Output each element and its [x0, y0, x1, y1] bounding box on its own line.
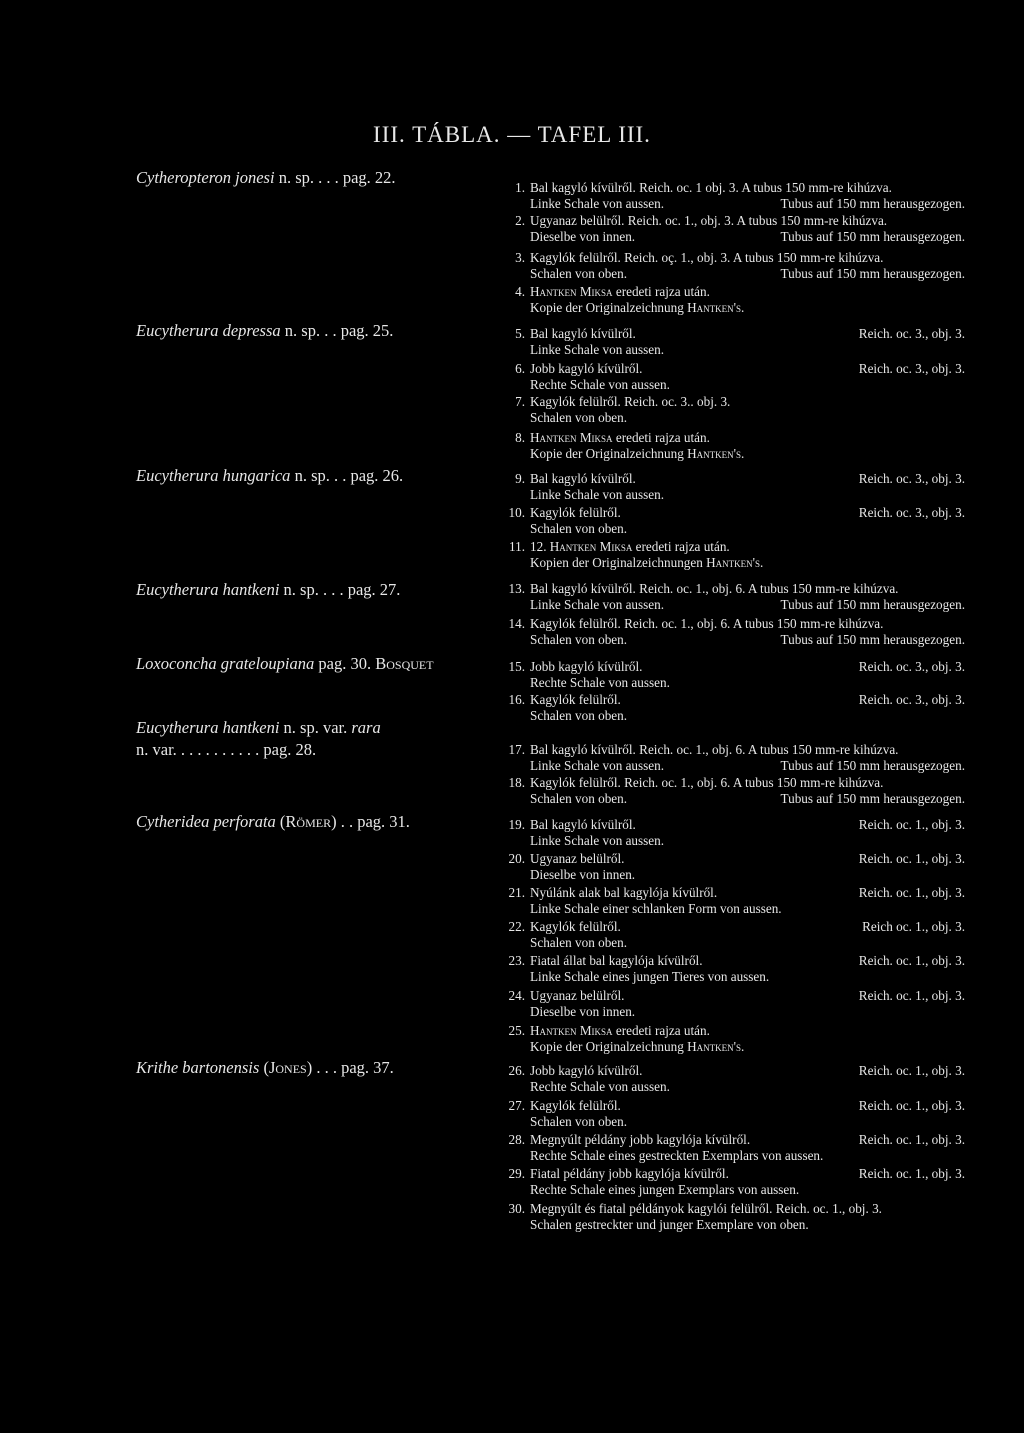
- entry-text: [530, 1132, 859, 1148]
- species-author: Jones: [268, 1058, 307, 1077]
- german-description: Schalen von oben.: [530, 790, 628, 806]
- figure-number: 1.: [515, 180, 525, 195]
- species-name: Eucytherura depressa: [136, 321, 281, 340]
- german-text: [530, 901, 965, 917]
- entry-description: Bal kagyló kívülről.: [530, 817, 636, 832]
- entry-text: [530, 213, 965, 229]
- german-text: [530, 410, 965, 426]
- species-heading: [136, 812, 410, 832]
- german-description: Schalen von oben.: [530, 409, 628, 425]
- entry-text: [530, 988, 859, 1004]
- german-description: Kopie der Originalzeichnung: [530, 299, 688, 315]
- author-name: Hantken's.: [687, 445, 745, 461]
- german-text: [530, 229, 781, 245]
- entry-text: [530, 742, 965, 758]
- figure-number: 22.: [508, 919, 525, 934]
- species-heading: [136, 580, 400, 600]
- figure-number: 3.: [515, 250, 525, 265]
- german-description: Dieselbe von innen.: [530, 866, 636, 882]
- entry-text: [530, 394, 965, 410]
- entry-description: Fiatal állat bal kagylója kívülről.: [530, 953, 703, 968]
- german-text: [530, 342, 965, 358]
- german-text: [530, 833, 965, 849]
- german-text: [530, 1079, 965, 1095]
- german-description: Schalen von oben.: [530, 265, 628, 281]
- species-heading: [136, 718, 381, 738]
- figure-number: 29.: [508, 1166, 525, 1181]
- figure-entry: [495, 284, 965, 315]
- german-text: [530, 1114, 965, 1130]
- figure-number: 24.: [508, 988, 525, 1003]
- author-name: 12. Hantken Miksa: [530, 539, 633, 554]
- figure-entry: [495, 326, 965, 357]
- figure-number: 30.: [508, 1201, 525, 1216]
- figure-number: 4.: [515, 284, 525, 299]
- figure-number: 15.: [508, 659, 525, 674]
- entry-text: [530, 659, 859, 675]
- figure-number: 11.: [509, 539, 525, 554]
- german-text: [530, 708, 965, 724]
- species-ref: n. sp. var.: [279, 718, 352, 737]
- german-description: Rechte Schale eines jungen Exemplars von aussen.: [530, 1181, 800, 1197]
- author-name: Hantken Miksa: [530, 284, 613, 299]
- figure-number: 8.: [515, 430, 525, 445]
- species-heading: [136, 654, 434, 674]
- figure-number: 5.: [515, 326, 525, 341]
- species-author: Römer: [285, 812, 332, 831]
- german-text: [530, 196, 781, 212]
- german-description: Schalen von oben.: [530, 1113, 628, 1129]
- figure-entry: [495, 851, 965, 882]
- figure-entry: [495, 885, 965, 916]
- entry-text: [530, 1201, 965, 1217]
- figure-number: 9.: [515, 471, 525, 486]
- entry-text: [530, 361, 859, 377]
- german-description: Schalen von oben.: [530, 631, 628, 647]
- magnification: Reich oc. 1., obj. 3.: [862, 919, 965, 934]
- entry-description: Ugyanaz belülről.: [530, 851, 625, 866]
- figure-entry: [495, 1201, 965, 1232]
- figure-entry: [495, 1063, 965, 1094]
- entry-description: Megnyúlt példány jobb kagylója kívülről.: [530, 1132, 751, 1147]
- entry-text: [530, 539, 965, 555]
- german-text: [530, 377, 965, 393]
- figure-number: 20.: [508, 851, 525, 866]
- german-text: [530, 1182, 965, 1198]
- entry-description: Ugyanaz belülről. Reich. oc. 1., obj. 3. A tubus 150 mm-re kihúzva.: [530, 213, 888, 228]
- entry-description: Bal kagyló kívülről. Reich. oc. 1., obj. 6. A tubus 150 mm-re kihúzva.: [530, 581, 899, 596]
- author-name: Hantken Miksa: [530, 1023, 613, 1038]
- german-text: [530, 266, 781, 282]
- german-text: [530, 521, 965, 537]
- magnification: Reich. oc. 3., obj. 3.: [858, 326, 965, 341]
- german-description: Linke Schale einer schlanken Form von aussen.: [530, 900, 782, 916]
- german-description: Rechte Schale von aussen.: [530, 1078, 670, 1094]
- figure-number: 21.: [508, 885, 525, 900]
- species-ref: n. var. . . . . . . . . . . pag. 28.: [136, 740, 317, 759]
- german-text: [530, 1217, 965, 1233]
- german-description: Schalen gestreckter und junger Exemplare von oben.: [530, 1216, 809, 1232]
- entry-text: [530, 616, 965, 632]
- magnification: Reich. oc. 1., obj. 3.: [858, 988, 965, 1003]
- entry-description: Kagylók felülről. Reich. oç. 1., obj. 3. A tubus 150 mm-re kihúzva.: [530, 250, 884, 265]
- species-name: Cytheridea perforata: [136, 812, 276, 831]
- german-description: Schalen von oben.: [530, 520, 628, 536]
- german-text: [530, 597, 781, 613]
- german-description: Dieselbe von innen.: [530, 228, 636, 244]
- tube-length: Tubus auf 150 mm herausgezogen.: [780, 596, 965, 612]
- magnification: Reich. oc. 3., obj. 3.: [858, 692, 965, 707]
- entry-text: [530, 885, 859, 901]
- magnification: Reich. oc. 3., obj. 3.: [858, 471, 965, 486]
- entry-text: [530, 919, 862, 935]
- german-description: Kopie der Originalzeichnung: [530, 1038, 688, 1054]
- figure-entry: [495, 988, 965, 1019]
- figure-entry: [495, 953, 965, 984]
- german-description: Rechte Schale von aussen.: [530, 674, 670, 690]
- entry-text: [530, 250, 965, 266]
- magnification: Reich. oc. 3., obj. 3.: [858, 659, 965, 674]
- german-description: Kopien der Originalzeichnungen: [530, 554, 707, 570]
- figure-entry: [495, 775, 965, 806]
- entry-text: [530, 775, 965, 791]
- german-description: Schalen von oben.: [530, 707, 628, 723]
- german-text: [530, 969, 965, 985]
- entry-description: Kagylók felülről.: [530, 1098, 621, 1113]
- species-heading: [136, 168, 396, 188]
- species-author: Bosquet: [371, 654, 434, 673]
- german-description: Linke Schale von aussen.: [530, 486, 665, 502]
- figure-entry: [495, 505, 965, 536]
- magnification: Reich. oc. 1., obj. 3.: [858, 817, 965, 832]
- author-name: Hantken's.: [706, 554, 764, 570]
- entry-description: Bal kagyló kívülről. Reich. oc. 1., obj. 6. A tubus 150 mm-re kihúzva.: [530, 742, 899, 757]
- german-text: [530, 675, 965, 691]
- figure-number: 7.: [515, 394, 525, 409]
- magnification: Reich. oc. 1., obj. 3.: [858, 953, 965, 968]
- entry-text: [530, 817, 859, 833]
- species-name: Krithe bartonensis: [136, 1058, 260, 1077]
- species-heading: [136, 466, 403, 486]
- magnification: Reich. oc. 1., obj. 3.: [858, 885, 965, 900]
- figure-number: 28.: [508, 1132, 525, 1147]
- german-description: Kopie der Originalzeichnung: [530, 445, 688, 461]
- species-name: Eucytherura hantkeni: [136, 580, 280, 599]
- species-ref: n. sp. . . pag. 25.: [280, 321, 394, 340]
- figure-entry: [495, 394, 965, 425]
- species-name: Loxoconcha grateloupiana: [136, 654, 315, 673]
- german-text: [530, 300, 965, 316]
- figure-entry: [495, 1132, 965, 1163]
- entry-description: Kagylók felülről.: [530, 692, 621, 707]
- entry-text: [530, 471, 859, 487]
- figure-entry: [495, 817, 965, 848]
- figure-number: 19.: [508, 817, 525, 832]
- figure-number: 27.: [508, 1098, 525, 1113]
- author-name: Hantken's.: [687, 1038, 745, 1054]
- figure-number: 13.: [508, 581, 525, 596]
- entry-text: [530, 1023, 965, 1039]
- entry-description: eredeti rajza után.: [612, 1023, 710, 1038]
- entry-description: eredeti rajza után.: [612, 284, 710, 299]
- species-heading: [136, 740, 316, 760]
- tube-length: Tubus auf 150 mm herausgezogen.: [780, 265, 965, 281]
- entry-description: Kagylók felülről.: [530, 505, 621, 520]
- german-text: [530, 555, 965, 571]
- magnification: Reich. oc. 3., obj. 3.: [858, 505, 965, 520]
- german-text: [530, 1039, 965, 1055]
- species-name: Eucytherura hungarica: [136, 466, 291, 485]
- entry-description: Megnyúlt és fiatal példányok kagylói felülről. Reich. oc. 1., obj. 3.: [530, 1201, 882, 1216]
- german-text: [530, 791, 781, 807]
- figure-number: 16.: [508, 692, 525, 707]
- german-text: [530, 935, 965, 951]
- figure-number: 6.: [515, 361, 525, 376]
- entry-text: [530, 326, 859, 342]
- figure-number: 18.: [508, 775, 525, 790]
- german-text: [530, 1148, 965, 1164]
- entry-description: Ugyanaz belülről.: [530, 988, 625, 1003]
- entry-description: Bal kagyló kívülről. Reich. oc. 1 obj. 3. A tubus 150 mm-re kihúzva.: [530, 180, 892, 195]
- figure-entry: [495, 742, 965, 773]
- figure-entry: [495, 180, 965, 211]
- tube-length: Tubus auf 150 mm herausgezogen.: [780, 757, 965, 773]
- figure-entry: [495, 250, 965, 281]
- variety-name: rara: [351, 718, 381, 737]
- entry-text: [530, 1166, 859, 1182]
- entry-text: [530, 953, 859, 969]
- species-name: Cytheropteron jonesi: [136, 168, 275, 187]
- entry-description: Jobb kagyló kívülről.: [530, 1063, 643, 1078]
- figure-number: 14.: [508, 616, 525, 631]
- entry-text: [530, 851, 859, 867]
- entry-description: Bal kagyló kívülről.: [530, 471, 636, 486]
- entry-text: [530, 692, 859, 708]
- tube-length: Tubus auf 150 mm herausgezogen.: [780, 631, 965, 647]
- entry-description: eredeti rajza után.: [632, 539, 730, 554]
- figure-number: 17.: [508, 742, 525, 757]
- german-description: Linke Schale eines jungen Tieres von aussen.: [530, 968, 770, 984]
- entry-text: [530, 1098, 859, 1114]
- entry-description: Kagylók felülről.: [530, 919, 621, 934]
- species-ref: n. sp. . . . pag. 22.: [274, 168, 396, 187]
- german-description: Rechte Schale eines gestreckten Exemplars von aussen.: [530, 1147, 824, 1163]
- magnification: Reich. oc. 1., obj. 3.: [858, 1166, 965, 1181]
- figure-entry: [495, 616, 965, 647]
- figure-entry: [495, 539, 965, 570]
- entry-text: [530, 430, 965, 446]
- species-ref: n. sp. . . pag. 26.: [290, 466, 404, 485]
- german-description: Rechte Schale von aussen.: [530, 376, 670, 392]
- species-ref: n. sp. . . . pag. 27.: [279, 580, 401, 599]
- german-description: Dieselbe von innen.: [530, 1003, 636, 1019]
- species-heading: [136, 321, 393, 341]
- figure-number: 23.: [508, 953, 525, 968]
- figure-entry: [495, 659, 965, 690]
- entry-description: Fiatal példány jobb kagylója kívülről.: [530, 1166, 729, 1181]
- species-ref: (: [275, 812, 286, 831]
- figure-entry: [495, 361, 965, 392]
- entry-text: [530, 180, 965, 196]
- figure-number: 10.: [508, 505, 525, 520]
- species-heading: [136, 1058, 394, 1078]
- german-text: [530, 632, 781, 648]
- german-text: [530, 758, 781, 774]
- tube-length: Tubus auf 150 mm herausgezogen.: [780, 228, 965, 244]
- entry-description: Kagylók felülről. Reich. oc. 1., obj. 6. A tubus 150 mm-re kihúzva.: [530, 616, 884, 631]
- tube-length: Tubus auf 150 mm herausgezogen.: [780, 195, 965, 211]
- figure-entry: [495, 213, 965, 244]
- species-page: ) . . pag. 31.: [331, 812, 410, 831]
- author-name: Hantken's.: [687, 299, 745, 315]
- german-text: [530, 1004, 965, 1020]
- figure-entry: [495, 430, 965, 461]
- species-page: ) . . . pag. 37.: [306, 1058, 394, 1077]
- entry-description: eredeti rajza után.: [612, 430, 710, 445]
- figure-entry: [495, 692, 965, 723]
- german-description: Linke Schale von aussen.: [530, 757, 665, 773]
- tube-length: Tubus auf 150 mm herausgezogen.: [780, 790, 965, 806]
- german-text: [530, 867, 965, 883]
- species-ref: (: [259, 1058, 269, 1077]
- entry-text: [530, 505, 859, 521]
- author-name: Hantken Miksa: [530, 430, 613, 445]
- magnification: Reich. oc. 1., obj. 3.: [858, 1132, 965, 1147]
- figure-number: 2.: [515, 213, 525, 228]
- german-description: Linke Schale von aussen.: [530, 341, 665, 357]
- entry-description: Jobb kagyló kívülről.: [530, 361, 643, 376]
- entry-text: [530, 581, 965, 597]
- magnification: Reich. oc. 1., obj. 3.: [858, 1098, 965, 1113]
- figure-entry: [495, 919, 965, 950]
- entry-description: Bal kagyló kívülről.: [530, 326, 636, 341]
- page-title: III. TÁBLA. — TAFEL III.: [373, 122, 651, 147]
- entry-description: Jobb kagyló kívülről.: [530, 659, 643, 674]
- species-name: Eucytherura hantkeni: [136, 718, 280, 737]
- entry-text: [530, 1063, 859, 1079]
- entry-description: Kagylók felülről. Reich. oc. 3.. obj. 3.: [530, 394, 731, 409]
- magnification: Reich. oc. 1., obj. 3.: [858, 851, 965, 866]
- figure-entry: [495, 471, 965, 502]
- figure-entry: [495, 581, 965, 612]
- figure-entry: [495, 1098, 965, 1129]
- figure-entry: [495, 1023, 965, 1054]
- entry-description: Nyúlánk alak bal kagylója kívülről.: [530, 885, 718, 900]
- german-text: [530, 487, 965, 503]
- entry-text: [530, 284, 965, 300]
- german-text: [530, 446, 965, 462]
- german-description: Linke Schale von aussen.: [530, 832, 665, 848]
- figure-number: 25.: [508, 1023, 525, 1038]
- magnification: Reich. oc. 3., obj. 3.: [858, 361, 965, 376]
- german-description: Schalen von oben.: [530, 934, 628, 950]
- magnification: Reich. oc. 1., obj. 3.: [858, 1063, 965, 1078]
- figure-number: 26.: [508, 1063, 525, 1078]
- figure-entry: [495, 1166, 965, 1197]
- entry-description: Kagylók felülről. Reich. oc. 1., obj. 6. A tubus 150 mm-re kihúzva.: [530, 775, 884, 790]
- species-ref: pag. 30.: [314, 654, 372, 673]
- german-description: Linke Schale von aussen.: [530, 596, 665, 612]
- german-description: Linke Schale von aussen.: [530, 195, 665, 211]
